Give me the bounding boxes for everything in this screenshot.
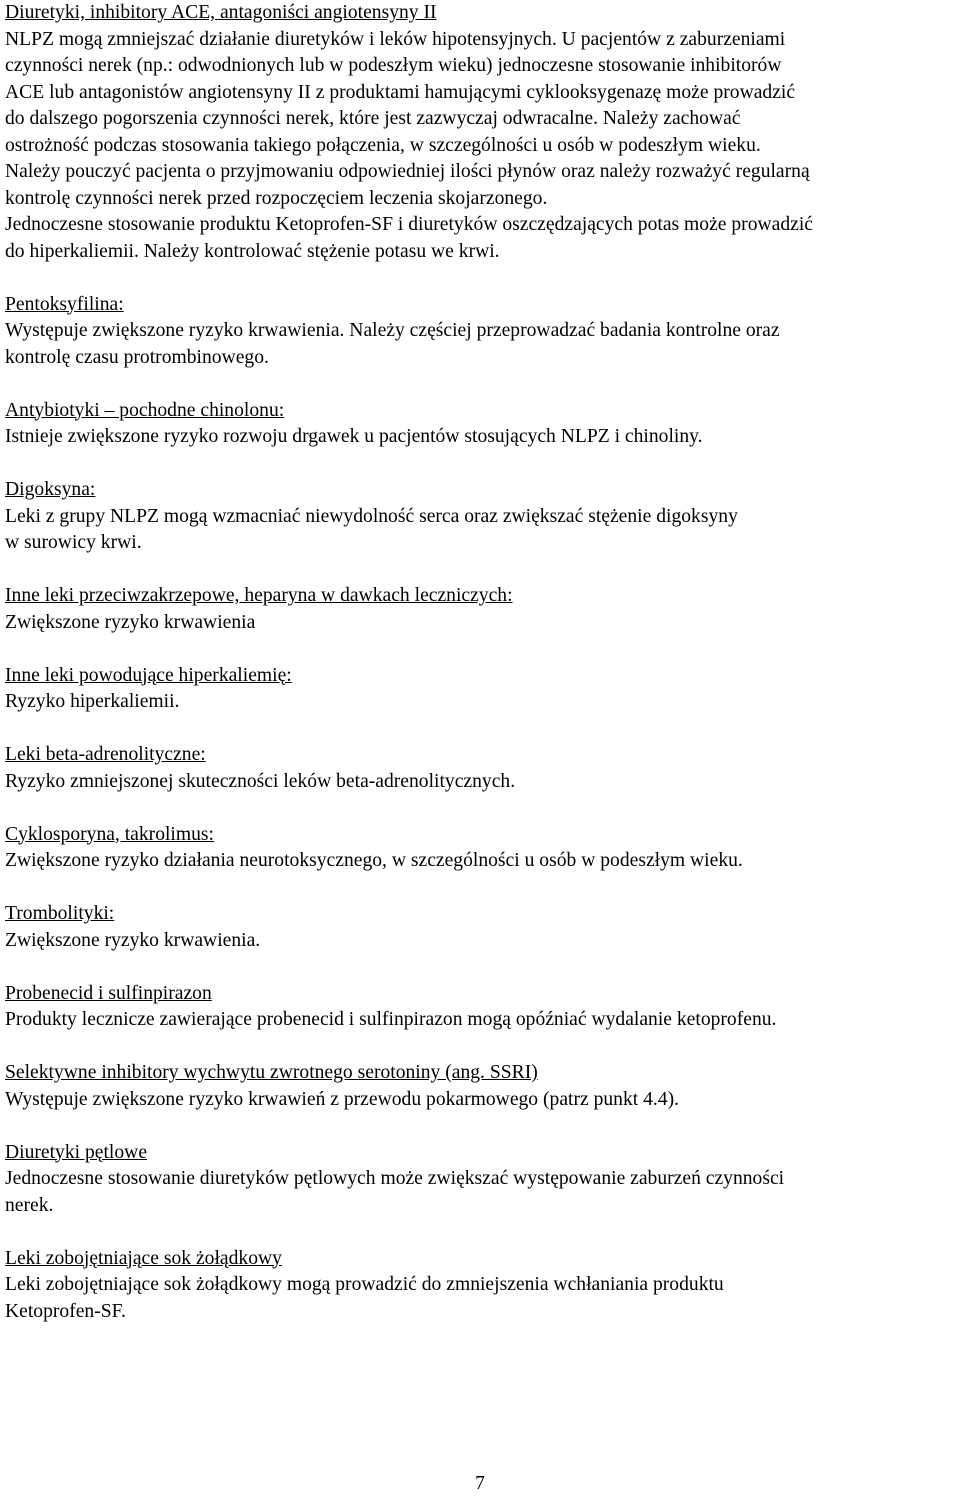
- section-digoksyna: [5, 477, 960, 557]
- body-line: Ketoprofen-SF.: [5, 1300, 126, 1322]
- body-line: Zwiększone ryzyko krwawienia.: [5, 929, 261, 951]
- body-line: czynności nerek (np.: odwodnionych lub w podeszłym wieku) jednoczesne stosowanie inhibitorów: [5, 55, 782, 76]
- body-line: nerek.: [5, 1194, 54, 1216]
- body-line: do dalszego pogorszenia czynności nerek, które jest zazwyczaj odwracalne. Należy zachować: [5, 108, 741, 129]
- section-heading: Leki beta-adrenolityczne:: [5, 744, 206, 765]
- body-line: Leki z grupy NLPZ mogą wzmacniać niewydolność serca oraz zwiększać stężenie digoksyny: [5, 505, 738, 527]
- body-line: Produkty lecznicze zawierające probenecid i sulfinpirazon mogą opóźniać wydalanie ketoprofenu.: [5, 1009, 777, 1030]
- section-heading: Trombolityki:: [5, 903, 115, 924]
- body-line: Ryzyko zmniejszonej skuteczności leków beta-adrenolitycznych.: [5, 770, 516, 792]
- section-heading: Pentoksyfilina:: [5, 293, 124, 315]
- section-heading: Selektywne inhibitory wychwytu zwrotnego serotoniny (ang. SSRI): [5, 1062, 538, 1083]
- section-heading: Inne leki przeciwzakrzepowe, heparyna w dawkach leczniczych:: [5, 585, 513, 606]
- body-line: kontrolę czynności nerek przed rozpoczęciem leczenia skojarzonego.: [5, 187, 548, 209]
- section-hiperkaliemia: [5, 663, 960, 716]
- body-line: do hiperkaliemii. Należy kontrolować stężenie potasu we krwi.: [5, 240, 500, 262]
- section-pentoksyfilina: [5, 292, 960, 372]
- body-line: Należy pouczyć pacjenta o przyjmowaniu odpowiedniej ilości płynów oraz należy rozważyć regularną: [5, 161, 810, 182]
- body-line: Leki zobojętniające sok żołądkowy mogą prowadzić do zmniejszenia wchłaniania produktu: [5, 1274, 724, 1295]
- body-line: w surowicy krwi.: [5, 532, 142, 553]
- body-line: ACE lub antagonistów angiotensyny II z produktami hamującymi cyklooksygenazę może prowadzić: [5, 81, 796, 103]
- section-trombolityki: [5, 901, 960, 954]
- body-line: Istnieje zwiększone ryzyko rozwoju drgawek u pacjentów stosujących NLPZ i chinoliny.: [5, 426, 703, 447]
- body-line: Występuje zwiększone ryzyko krwawień z przewodu pokarmowego (patrz punkt 4.4).: [5, 1088, 680, 1110]
- section-beta-adrenolityczne: [5, 742, 960, 795]
- section-diuretyki-petlowe: [5, 1140, 960, 1220]
- section-heading: Probenecid i sulfinpirazon: [5, 982, 212, 1004]
- body-line: Występuje zwiększone ryzyko krwawienia. Należy częściej przeprowadzać badania kontrolne oraz: [5, 320, 780, 341]
- body-line: ostrożność podczas stosowania takiego połączenia, w szczególności u osób w podeszłym wieku.: [5, 134, 761, 156]
- section-leki-przeciwzakrzepowe: [5, 583, 960, 636]
- document-page: [5, 0, 960, 1325]
- body-line: NLPZ mogą zmniejszać działanie diuretyków i leków hipotensyjnych. U pacjentów z zaburzeniami: [5, 28, 786, 50]
- section-heading: Diuretyki pętlowe: [5, 1141, 148, 1163]
- body-line: Jednoczesne stosowanie diuretyków pętlowych może zwiększać występowanie zaburzeń czynności: [5, 1168, 785, 1189]
- section-heading: Diuretyki, inhibitory ACE, antagoniści angiotensyny II: [5, 2, 437, 23]
- body-line: Ryzyko hiperkaliemii.: [5, 691, 180, 712]
- body-line: Zwiększone ryzyko działania neurotoksycznego, w szczególności u osób w podeszłym wieku.: [5, 850, 743, 871]
- section-leki-zobojetniajace: [5, 1246, 960, 1326]
- body-line: Zwiększone ryzyko krwawienia: [5, 611, 256, 633]
- section-antybiotyki: [5, 398, 960, 451]
- section-ssri: [5, 1060, 960, 1113]
- section-heading: Inne leki powodujące hiperkaliemię:: [5, 664, 292, 686]
- section-intro: [5, 0, 960, 265]
- body-line: Jednoczesne stosowanie produktu Ketoprofen-SF i diuretyków oszczędzających potas może prowadzić: [5, 214, 813, 235]
- page-number: 7: [475, 1473, 485, 1494]
- section-heading: Digoksyna:: [5, 479, 96, 500]
- section-heading: Antybiotyki – pochodne chinolonu:: [5, 399, 285, 421]
- section-heading: Leki zobojętniające sok żołądkowy: [5, 1247, 282, 1269]
- body-line: kontrolę czasu protrombinowego.: [5, 346, 269, 368]
- section-heading: Cyklosporyna, takrolimus:: [5, 823, 214, 845]
- section-probenecid: [5, 981, 960, 1034]
- section-cyklosporyna: [5, 822, 960, 875]
